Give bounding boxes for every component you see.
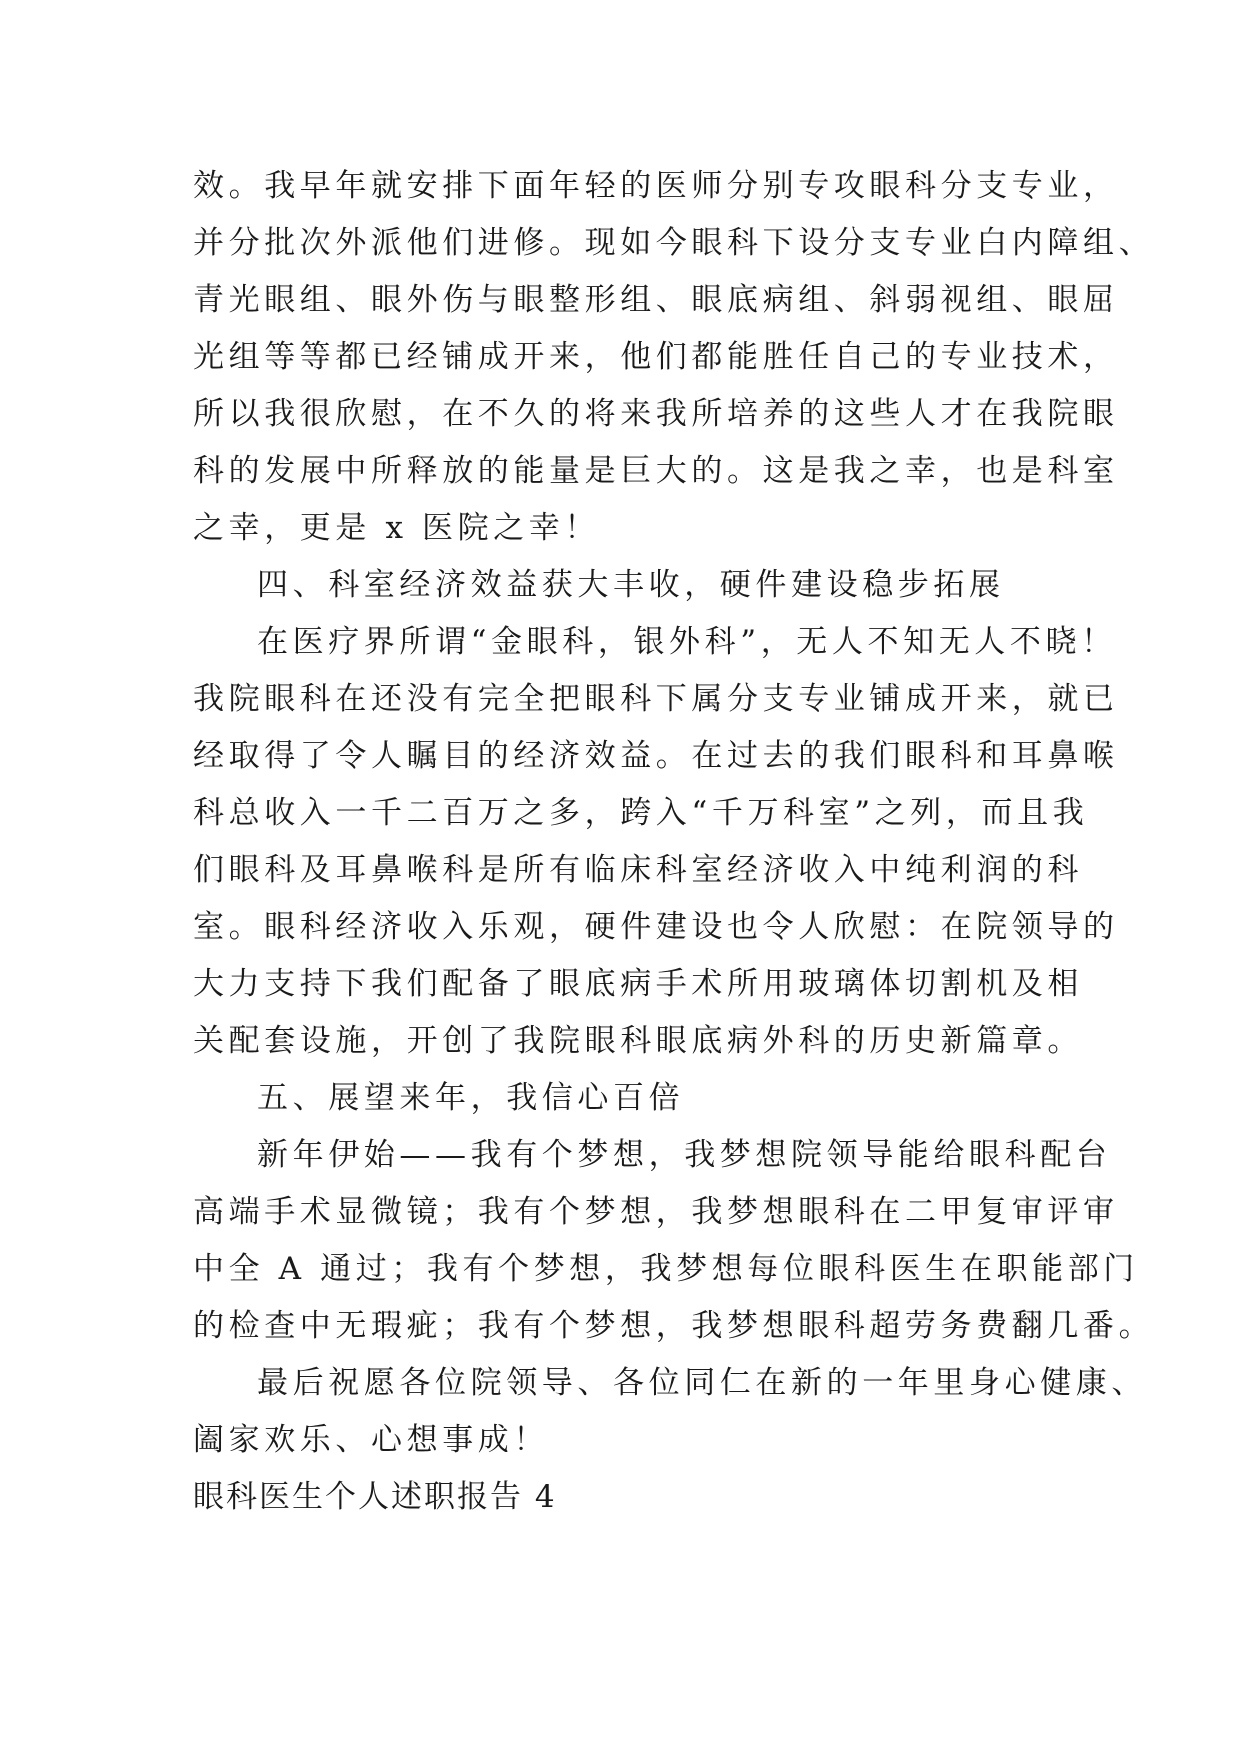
body-text-line: 并分批次外派他们进修。现如今眼科下设分支专业白内障组、 bbox=[193, 225, 1155, 261]
section-heading-4: 四、科室经济效益获大丰收，硬件建设稳步拓展 bbox=[257, 567, 1005, 603]
body-text-line: 经取得了令人瞩目的经济效益。在过去的我们眼科和耳鼻喉 bbox=[193, 738, 1119, 774]
report-title: 眼科医生个人述职报告 4 bbox=[193, 1479, 557, 1515]
body-text-line: 大力支持下我们配备了眼底病手术所用玻璃体切割机及相 bbox=[193, 966, 1083, 1002]
body-text-line: 中全 A 通过；我有个梦想，我梦想每位眼科医生在职能部门 bbox=[193, 1251, 1139, 1287]
body-text-line: 在医疗界所谓“金眼科，银外科”，无人不知无人不晓！ bbox=[257, 624, 1117, 660]
body-text-line: 关配套设施，开创了我院眼科眼底病外科的历史新篇章。 bbox=[193, 1023, 1083, 1059]
body-text-line: 们眼科及耳鼻喉科是所有临床科室经济收入中纯利润的科 bbox=[193, 852, 1083, 888]
body-text-line: 室。眼科经济收入乐观，硬件建设也令人欣慰：在院领导的 bbox=[193, 909, 1119, 945]
body-text-line: 高端手术显微镜；我有个梦想，我梦想眼科在二甲复审评审 bbox=[193, 1194, 1119, 1230]
section-heading-5: 五、展望来年，我信心百倍 bbox=[257, 1080, 685, 1116]
body-text-line: 科的发展中所释放的能量是巨大的。这是我之幸，也是科室 bbox=[193, 453, 1119, 489]
body-text-line: 之幸，更是 x 医院之幸！ bbox=[193, 510, 600, 546]
body-text-line: 光组等等都已经铺成开来，他们都能胜任自己的专业技术， bbox=[193, 339, 1119, 375]
body-text-line: 效。我早年就安排下面年轻的医师分别专攻眼科分支专业， bbox=[193, 168, 1119, 204]
body-text-line: 新年伊始——我有个梦想，我梦想院领导能给眼科配台 bbox=[257, 1137, 1112, 1173]
body-text-line: 我院眼科在还没有完全把眼科下属分支专业铺成开来，就已 bbox=[193, 681, 1119, 717]
body-text-line: 所以我很欣慰，在不久的将来我所培养的这些人才在我院眼 bbox=[193, 396, 1119, 432]
body-text-line: 的检查中无瑕疵；我有个梦想，我梦想眼科超劳务费翻几番。 bbox=[193, 1308, 1155, 1344]
body-text-line: 青光眼组、眼外伤与眼整形组、眼底病组、斜弱视组、眼屈 bbox=[193, 282, 1119, 318]
body-text-line: 最后祝愿各位院领导、各位同仁在新的一年里身心健康、 bbox=[257, 1365, 1147, 1401]
body-text-line: 阖家欢乐、心想事成！ bbox=[193, 1422, 549, 1458]
body-text-line: 科总收入一千二百万之多，跨入“千万科室”之列，而且我 bbox=[193, 795, 1089, 831]
